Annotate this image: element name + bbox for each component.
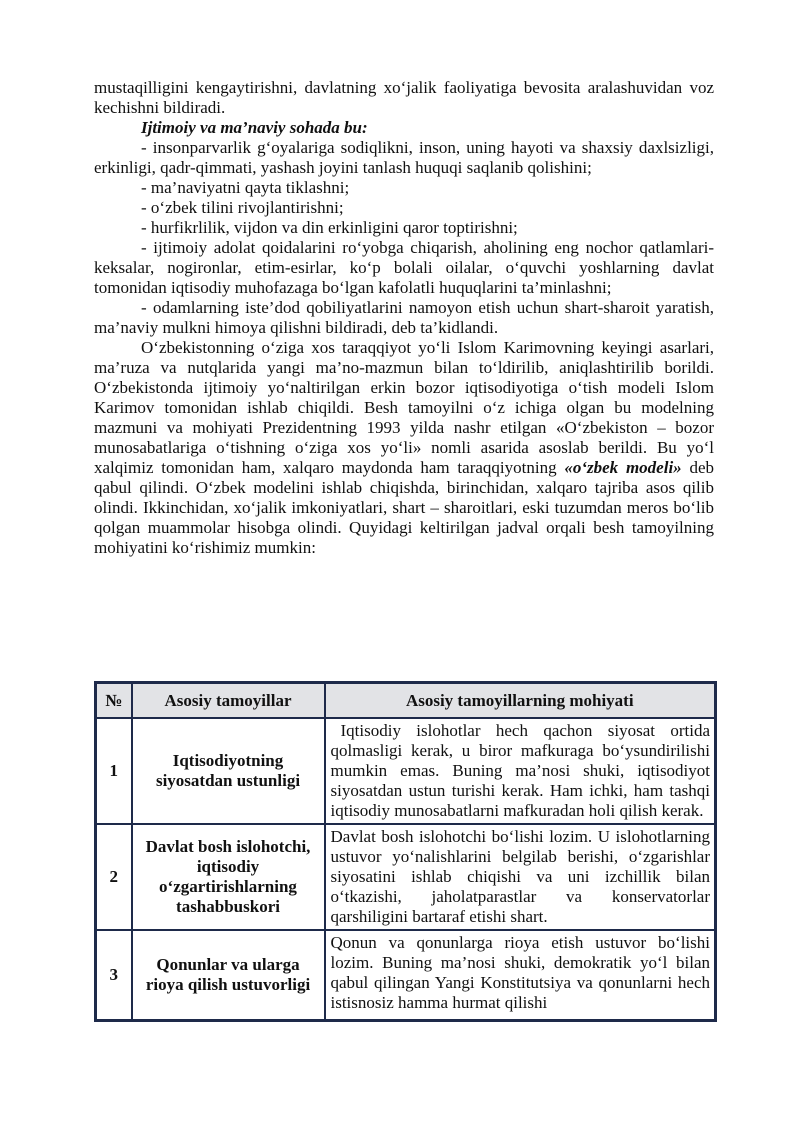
row-number: 1 bbox=[96, 718, 132, 824]
table-header-row bbox=[96, 683, 716, 719]
principle-description: Iqtisodiy islohotlar hech qachon siyosat ortida qolmasligi kerak, u biror mafkuraga bo‘ysundirilishi mumkin emas. Buning ma’nosi shuki, iqtisodiyot siyosatdan ustun turishi kerak. Ham ichki, ham tashqi iqtisodiy munosabatlarni mafkuradan holi qilish kerak. bbox=[325, 718, 716, 824]
list-item: - insonparvarlik g‘oyalariga sodiqlikni, inson, uning hayoti va shaxsiy daxlsizligi, erkinligi, qadr-qimmati, yashash joyini tanlash huquqi saqlanib qolishini; bbox=[94, 138, 714, 177]
row-number: 3 bbox=[96, 930, 132, 1021]
principle-description: Davlat bosh islohotchi bo‘lishi lozim. U islohotlarning ustuvor yo‘nalishlarini belgilab berishi, o‘zgarishlar siyosatini ishlab chiqishi va uni izchillik bilan o‘tkazishi, jaholatparastlar va konservatorlar qarshiligini bartaraf etishi shart. bbox=[325, 824, 716, 930]
header-number: № bbox=[96, 683, 132, 719]
header-essence: Asosiy tamoyillarning mohiyati bbox=[325, 683, 716, 719]
section-heading: Ijtimoiy va ma’naviy sohada bu: bbox=[141, 118, 368, 137]
uzbek-model-term: «o‘zbek modeli» bbox=[564, 458, 682, 477]
paragraph-text: deb qabul qilindi. O‘zbek modelini ishlab chiqishda, birinchidan, xalqaro tajriba asos qilib olindi. Ikkinchidan, xo‘jalik imkoniyatlari, shart – sharoitlari, eski tuzumdan meros bo‘lib qolgan muammolar hisobga olindi. Quyidagi keltirilgan jadval orqali besh tamoyilning mohiyatini ko‘rishimiz mumkin: bbox=[94, 458, 715, 557]
principle-description: Qonun va qonunlarga rioya etish ustuvor bo‘lishi lozim. Buning ma’nosi shuki, demokratik yo‘l bilan qabul qilingan Yangi Konstitutsiya va qonunlarni hech istisnosiz hamma hurmat qilishi bbox=[330, 933, 710, 1012]
list-item: - o‘zbek tilini rivojlantirishni; bbox=[141, 198, 344, 217]
paragraph-continuation: mustaqilligini kengaytirishni, davlatning xo‘jalik faoliyatiga bevosita aralashuvidan voz kechishni bildiradi. bbox=[94, 78, 714, 117]
principle-name: Qonunlar va ularga rioya qilish ustuvorligi bbox=[132, 930, 325, 1021]
list-item: - odamlarning iste’dod qobiliyatlarini namoyon etish uchun shart-sharoit yaratish, ma’naviy mulkni himoya qilishni bildiradi, deb ta’kidlandi. bbox=[94, 298, 714, 337]
principle-name: Iqtisodiyotning siyosatdan ustunligi bbox=[132, 718, 325, 824]
list-item: - hurfikrlilik, vijdon va din erkinligini qaror toptirishni; bbox=[141, 218, 518, 237]
paragraph-uzbek-model bbox=[94, 338, 714, 558]
list-item: - ijtimoiy adolat qoidalarini ro‘yobga chiqarish, aholining eng nochor qatlamlari-keksalar, nogironlar, etim-esirlar, ko‘p bolali oilalar, o‘quvchi yoshlarning davlat tomonidan iqtisodiy muhofazaga bo‘lgan kafolatli huquqlarini ta’minlashni; bbox=[94, 238, 714, 297]
header-principles: Asosiy tamoyillar bbox=[132, 683, 325, 719]
table-row bbox=[96, 824, 716, 930]
row-number: 2 bbox=[96, 824, 132, 930]
document-body bbox=[94, 78, 714, 558]
principles-table bbox=[94, 681, 717, 1022]
table-row bbox=[96, 930, 716, 1021]
principle-description-cell bbox=[325, 930, 716, 1021]
paragraph-text: O‘zbekistonning o‘ziga xos taraqqiyot yo‘li Islom Karimovning keyingi asarlari, ma’ruza va nutqlarida yangi ma’no-mazmun bilan to‘ldirilib, aniqlashtirilib borildi. O‘zbekistonda ijtimoiy yo‘naltirilgan erkin bozor iqtisodiyotiga o‘tish modeli Islom Karimov tomonidan ishlab chiqildi. Besh tamoyilni o‘z ichiga olgan bu modelning mazmuni va mohiyati Prezidentning 1993 yilda nashr etilgan «O‘zbekiston – bozor munosabatlariga o‘tishning o‘ziga xos yo‘li» nomli asarida asoslab berildi. Bu yo‘l xalqimiz tomonidan ham, xalqaro maydonda ham taraqqiyotning bbox=[94, 338, 714, 477]
list-item: - ma’naviyatni qayta tiklashni; bbox=[141, 178, 350, 197]
principle-name: Davlat bosh islohotchi, iqtisodiy o‘zgartirishlarning tashabbuskori bbox=[132, 824, 325, 930]
table-row bbox=[96, 718, 716, 824]
